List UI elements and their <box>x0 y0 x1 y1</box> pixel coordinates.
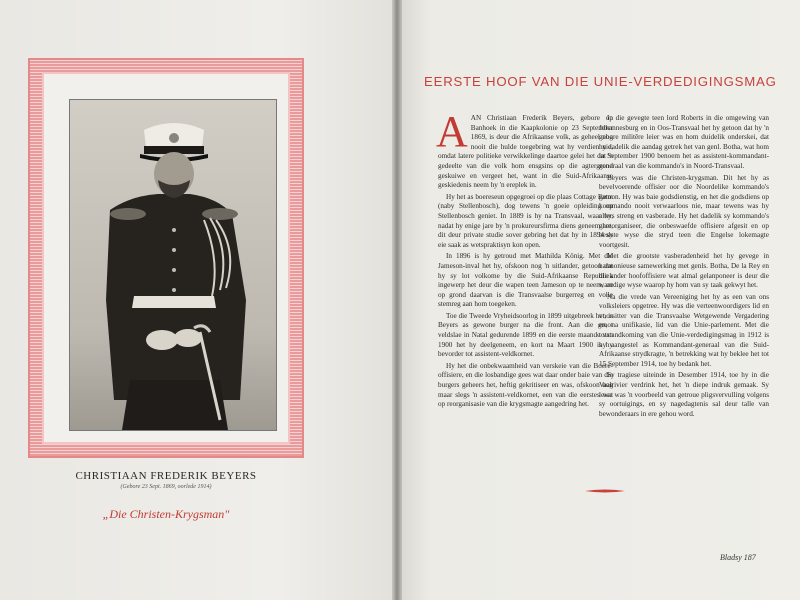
paragraph: Toe die Tweede Vryheidsoorlog in 1899 uitgebreek het, is Beyers as gewone burger na die front. Aan die groot veldslae in Natal gedurende 1899 en die eerste maande van 1900 het hy deelgeneem, en kort na Maart 1900 is hy bevorder tot assistent-veldkornet. <box>438 311 613 359</box>
paragraph: Sy tragiese uiteinde in Desember 1914, toe hy in die Vaalrivier verdrink het, het 'n diepe indruk gemaak. Sy lewe was 'n voorbeeld van getroue pligsvervulling volgens sy oortuigings, en sy nagedagtenis sal deur talle van bewonderaars in ere gehou word. <box>599 371 769 418</box>
paragraph: Beyers was die Christen-krygsman. Dit het hy as bevelvoerende offisier oor die Noordelike kommando's getoon. Hy was baie godsdienstig, en het die godsdiens op kommando nooit verwaarloos nie, maar tewens was hy alters streng en vasberade. Hy het dadelik sy kommando's gereorganiseer, die onbeswaefde offisiere afgesit en op beslste wyse die stryd teen die Engelse lokemagte voortgesit. <box>599 173 769 249</box>
book-gutter <box>392 0 402 600</box>
paragraph <box>436 107 613 191</box>
article-title: EERSTE HOOF VAN DIE UNIE-VERDEDIGINGSMAG <box>424 74 777 89</box>
article-column-left <box>436 107 613 412</box>
portrait-photo <box>70 100 276 430</box>
paragraph: Hy het as boereseun opgegroei op die plaas Cottage Farm (naby Stellenbosch), dog tewens 'n goeie opleiding op Stellenbosch geniet. In 1889 is hy na Transvaal, waar hy, nadat hy enige jare by 'n prokureursfirma diens geneem het, dit deur private studie sover gebring het dat hy in 1894 sy eie saak as wetspraktisyn kon open. <box>438 192 613 249</box>
portrait-motto: „Die Christen-Krygsman" <box>102 507 230 521</box>
paragraph: Met die grootste vasberadenheid het hy gevege in harmonieuse samewerking met genls. Botha, De la Rey en die ander hoofoffisiere wat almal gelanponeer is deur die waardige wyse waarop hy hom van sy taak gekwyt het. <box>599 252 769 290</box>
page-number: Bladsy 187 <box>720 553 756 562</box>
portrait-frame <box>28 58 304 458</box>
drop-cap: A <box>436 107 468 156</box>
paragraph: Hy het die onbekwaamheid van verskeie van die Boere-offisiere, en die losbandige gees wat daar onder baie van die burgers geheers het, heftig gekritiseer en was, ofskoon nog maar slegs 'n assistent-veldkornet, een van die eerstes wat op reorganisasie van die krygsmagte aangedring het. <box>438 361 613 409</box>
ornament-divider-icon <box>585 488 625 494</box>
article-column-right <box>599 114 769 421</box>
officer-portrait-illustration <box>70 100 276 430</box>
paragraph: Na die vrede van Vereeniging het hy as een van ons volksleiers opgetree. Hy was die verteenwoordigers lid en voorsitter van die Transvaalse Wetgewende Vergadering en, na unifikasie, lid van die Unie-parlement. Met die totstandkoming van die Unie-verdedigingsmag in 1912 is hy aangestel as Kommandant-generaal van die Suid-Afrikaanse strydkragte, 'n betrekking wat hy beklee het tot 15 September 1914, toe hy bedank het. <box>599 292 769 368</box>
portrait-name: CHRISTIAAN FREDERIK BEYERS <box>75 470 257 482</box>
paragraph: In 1896 is hy getroud met Mathilda König. Met die Jameson-inval het hy, ofskoon nog 'n uitlander, getoon dat hy sy lot volkome by die Suid-Afrikaanse Republiek ingewerp het deur die wapen teen Jameson op te neem, en op grond daarvan is die Transvaalse burgerreg en volle stemreg aan hom toegeken. <box>438 252 613 309</box>
paragraph-text: AN Christiaan Frederik Beyers, gebore op Banhoek in die Kaapkolonie op 23 September 1869, is deur die Afrikaanse volk, as geheel nog nooit die hulde toegebring wat hy verdien nie, omdat latere politieke verwikkelinge daartoe gelei het dat 'n gedeelte van die volk hom ensgsins op die agtergrond geskuiwe en vergeet het, want in die Suid-Afrikaanse geskiedenis neem hy 'n ereplek in. <box>438 114 613 190</box>
portrait-mat <box>42 72 290 444</box>
portrait-dates: (Gebore 23 Sept. 1869, oorlede 1914) <box>120 484 212 490</box>
paragraph: In die gevegte teen lord Roberts in die omgewing van Johannesburg en in Oos-Transvaal het hy getoon dat hy 'n gebore militêre leier was en hom duidelik onderskei, dat hy dadelik die aandag getrek het van genl. Botha, wat hom in September 1900 benoem het as assistent-kommandant-generaal van die kommando's in Noord-Transvaal. <box>599 114 769 170</box>
